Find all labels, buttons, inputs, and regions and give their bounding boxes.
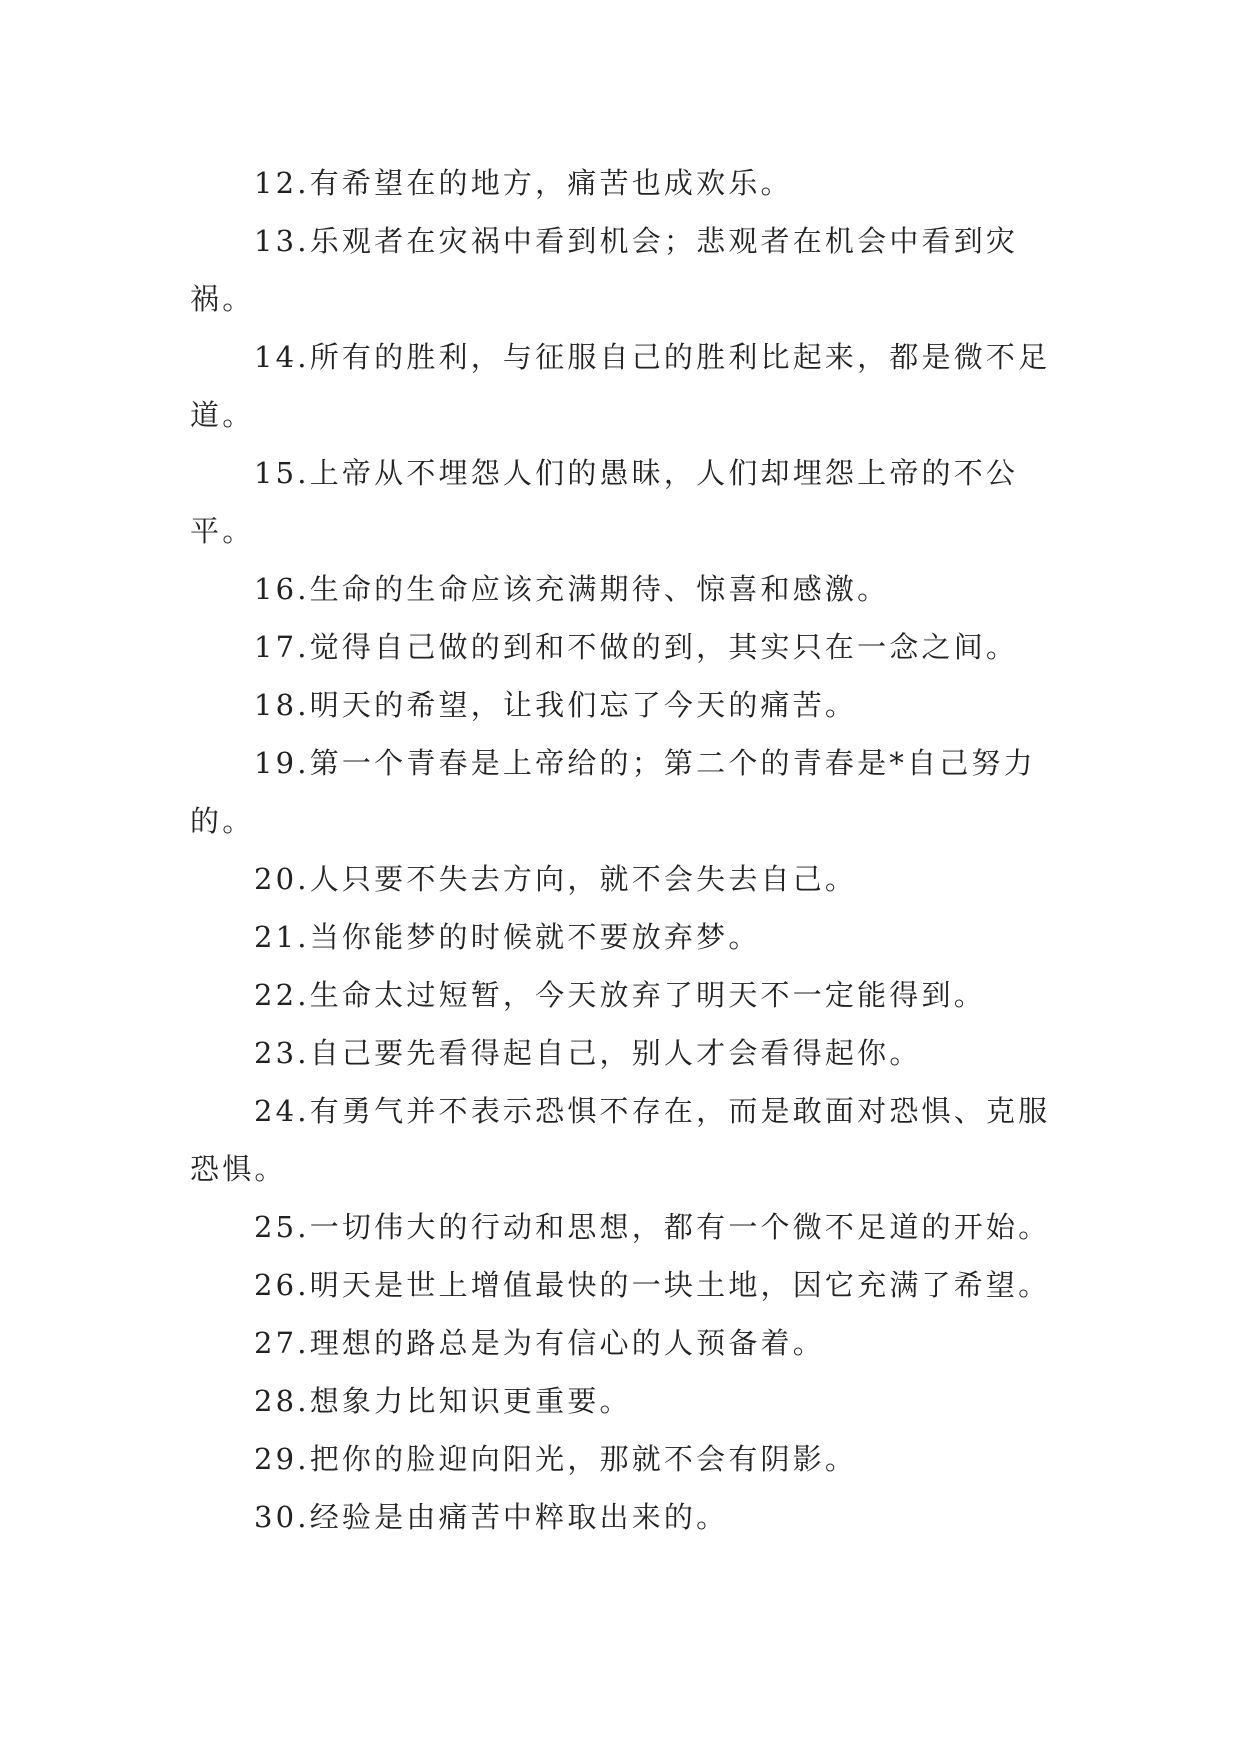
quote-item: 14.所有的胜利，与征服自己的胜利比起来，都是微不足道。	[190, 340, 1051, 432]
quote-item: 25.一切伟大的行动和思想，都有一个微不足道的开始。	[254, 1210, 1051, 1244]
quote-item: 22.生命太过短暂，今天放弃了明天不一定能得到。	[254, 978, 986, 1012]
quote-item: 23.自己要先看得起自己，别人才会看得起你。	[254, 1036, 922, 1070]
quote-list	[190, 154, 1062, 1546]
quote-item: 20.人只要不失去方向，就不会失去自己。	[254, 862, 858, 896]
quote-item: 21.当你能梦的时候就不要放弃梦。	[254, 920, 761, 954]
quote-item: 19.第一个青春是上帝给的；第二个的青春是*自己努力的。	[190, 746, 1036, 838]
quote-item: 12.有希望在的地方，痛苦也成欢乐。	[254, 166, 793, 200]
quote-item: 27.理想的路总是为有信心的人预备着。	[254, 1326, 825, 1360]
quote-item: 24.有勇气并不表示恐惧不存在，而是敢面对恐惧、克服恐惧。	[190, 1094, 1051, 1186]
quote-item: 29.把你的脸迎向阳光，那就不会有阴影。	[254, 1442, 858, 1476]
quote-item: 16.生命的生命应该充满期待、惊喜和感激。	[254, 572, 890, 606]
quote-item: 18.明天的希望，让我们忘了今天的痛苦。	[254, 688, 858, 722]
quote-item: 17.觉得自己做的到和不做的到，其实只在一念之间。	[254, 630, 1019, 664]
quote-item: 15.上帝从不埋怨人们的愚昧，人们却埋怨上帝的不公平。	[190, 456, 1019, 548]
quote-item: 28.想象力比知识更重要。	[254, 1384, 632, 1418]
quote-item: 26.明天是世上增值最快的一块土地，因它充满了希望。	[254, 1268, 1051, 1302]
quote-item: 13.乐观者在灾祸中看到机会；悲观者在机会中看到灾祸。	[190, 224, 1019, 316]
quote-item: 30.经验是由痛苦中粹取出来的。	[254, 1500, 729, 1534]
